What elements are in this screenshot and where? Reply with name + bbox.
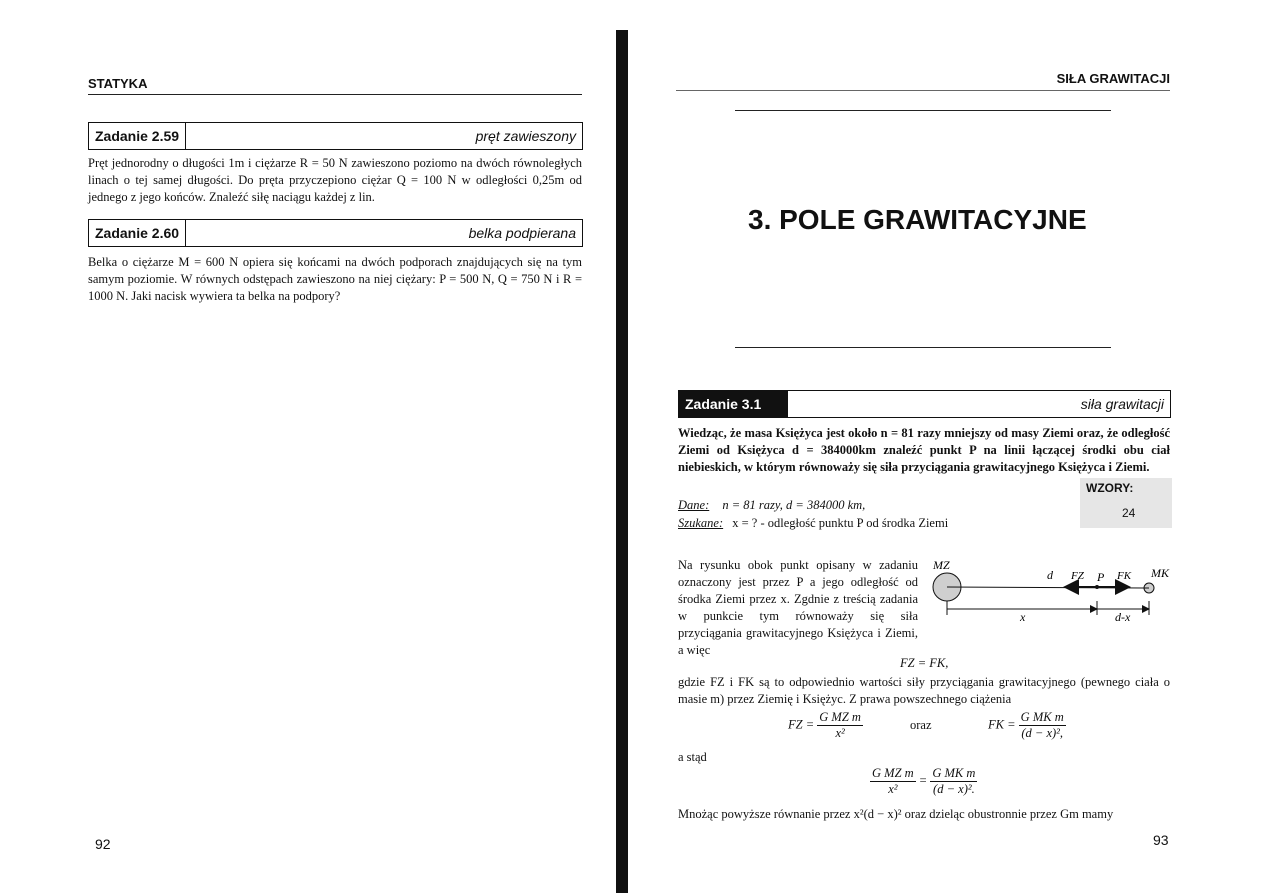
book-spine xyxy=(616,30,628,893)
a-stad-text: a stąd xyxy=(678,750,707,764)
equation-3: $\frac{\text{G MZ m}}{\text{x²}}$ = $\frac{\text{G MK m}}{\text{(d − x)².}}$ xyxy=(872,766,976,796)
title-rule-top xyxy=(735,110,1111,111)
label-fk: FK xyxy=(1117,570,1132,582)
dane-label: Dane: xyxy=(678,498,710,512)
szukane-value: x = ? - odległość punktu P od środka Ziemi xyxy=(732,516,949,530)
wzory-number: 24 xyxy=(1122,506,1136,520)
header-rule-left xyxy=(88,94,582,95)
label-p: P xyxy=(1097,570,1105,584)
header-rule-right xyxy=(676,90,1170,91)
page-number-left: 92 xyxy=(95,836,111,852)
eq-fz-numerator: G MZ m xyxy=(819,710,861,724)
task-text-2-59: Pręt jednorodny o długości 1m i ciężarze R = 50 N zawieszono poziomo na dwóch równoległych linach o tej samej długości. Do pręta przyczepiono ciężar Q = 100 N w odległości 0,25m od jednego z jego końców. Znaleźć siłę naciągu każdej z lin. xyxy=(88,156,582,204)
eq3-right-numerator: G MK m xyxy=(932,766,976,780)
point-p xyxy=(1095,585,1099,589)
paragraph-3: Mnożąc powyższe równanie przez x²(d − x)² oraz dzieląc obustronnie przez Gm mamy xyxy=(678,807,1114,821)
wzory-label: WZORY: xyxy=(1086,481,1134,495)
task-box-2-59 xyxy=(88,122,583,150)
diagram-text: Na rysunku obok punkt opisany w zadaniu oznaczony jest przez P a jego odległość od środka Ziemi przez x. Zgdnie z treścią zadania w punkcie tym równoważy się siła przyciągania grawitacyjnego Księżyca i Ziemi, a więc xyxy=(678,558,918,657)
task-number: Zadanie 2.60 xyxy=(89,220,186,246)
task-text-2-60: Belka o ciężarze M = 600 N opiera się końcami na dwóch podporach znajdujących się na tym samym poziomie. W równych odstępach zawieszono na niej ciężary: P = 500 N, Q = 750 N i R = 1000 N. Jaki nacisk wywiera ta belka na podpory? xyxy=(88,255,582,303)
eq-fk-lhs: FK = xyxy=(988,717,1016,732)
running-head-left: STATYKA xyxy=(88,76,148,91)
equation-1: FZ = FK, xyxy=(900,656,949,670)
szukane-line xyxy=(678,516,948,531)
label-mz: MZ xyxy=(933,558,950,572)
page-number-right: 93 xyxy=(1153,832,1169,848)
szukane-label: Szukane: xyxy=(678,516,724,530)
task-topic: pręt zawieszony xyxy=(475,128,576,144)
task-box-2-60 xyxy=(88,219,583,247)
paragraph-2: gdzie FZ i FK są to odpowiednio wartości siły przyciągania grawitacyjnego (pewnego ciała o masie m) przez Ziemię i Księżyc. Z prawa powszechnego ciążenia xyxy=(678,675,1170,706)
label-fz: FZ xyxy=(1071,570,1084,582)
eq3-left-denominator: x² xyxy=(888,782,898,796)
dane-value: n = 81 razy, d = 384000 km, xyxy=(722,498,866,512)
dane-line xyxy=(678,498,865,513)
equation-fz xyxy=(788,710,863,741)
title-rule-bottom xyxy=(735,347,1111,348)
eq3-left-numerator: G MZ m xyxy=(872,766,914,780)
earth-moon-diagram xyxy=(925,555,1175,635)
eq-fz-lhs: FZ = xyxy=(788,717,815,732)
task-box-3-1 xyxy=(678,390,1171,418)
eq-fk-numerator: G MK m xyxy=(1020,710,1064,724)
chapter-title: 3. POLE GRAWITACYJNE xyxy=(748,204,1087,235)
task-number: Zadanie 2.59 xyxy=(89,123,186,149)
label-mk: MK xyxy=(1151,566,1169,580)
task-intro: Wiedząc, że masa Księżyca jest około n = 81 razy mniejszy od masy Ziemi oraz, że odległość Ziemi od Księżyca d = 384000km znaleźć punkt P na linii łączącej środki obu ciał niebieskich, w którym równoważy się siła przyciągania grawitacyjnego Księżyca i Ziemi. xyxy=(678,426,1170,474)
label-dx: d-x xyxy=(1115,610,1131,624)
task-number: Zadanie 3.1 xyxy=(679,391,788,417)
task-topic: siła grawitacji xyxy=(1080,396,1164,412)
wzory-box xyxy=(1080,478,1172,528)
eq3-right-denominator: (d − x)². xyxy=(933,782,975,796)
label-d: d xyxy=(1047,568,1053,582)
label-x: x xyxy=(1020,610,1026,624)
eq-fz-denominator: x² xyxy=(835,726,845,740)
oraz-text: oraz xyxy=(910,718,932,732)
eq-fk-denominator: (d − x)², xyxy=(1021,726,1064,740)
task-topic: belka podpierana xyxy=(468,225,576,241)
running-head-right: SIŁA GRAWITACJI xyxy=(1056,71,1170,86)
equation-fk xyxy=(988,710,1066,741)
